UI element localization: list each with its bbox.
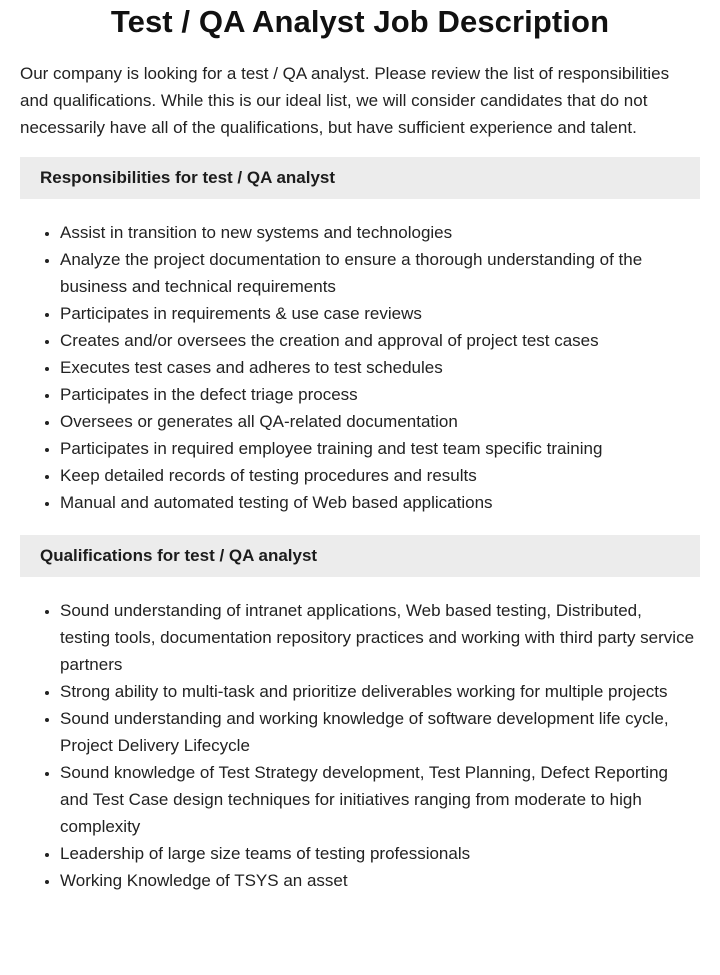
list-item: • Analyze the project documentation to ensure a thorough understanding of the business and technical requirements — [60, 246, 695, 300]
list-item: • Manual and automated testing of Web based applications — [60, 489, 695, 516]
list-item: • Strong ability to multi-task and prioritize deliverables working for multiple projects — [60, 678, 695, 705]
responsibilities-heading-text: Responsibilities for test / QA analyst — [40, 168, 336, 187]
list-item: • Creates and/or oversees the creation and approval of project test cases — [60, 327, 695, 354]
list-item: • Leadership of large size teams of testing professionals — [60, 840, 695, 867]
list-item: • Executes test cases and adheres to test schedules — [60, 354, 695, 381]
page-title: Test / QA Analyst Job Description — [110, 4, 610, 39]
list-item: • Participates in required employee training and test team specific training — [60, 435, 695, 462]
qualifications-list — [20, 597, 695, 894]
qualifications-heading-text: Qualifications for test / QA analyst — [40, 546, 318, 565]
list-item: • Sound understanding of intranet applications, Web based testing, Distributed, testing tools, documentation repository practices and working with third party service partners — [60, 597, 695, 678]
responsibilities-list — [20, 219, 695, 516]
list-item: • Working Knowledge of TSYS an asset — [60, 867, 695, 894]
list-item: • Sound knowledge of Test Strategy development, Test Planning, Defect Reporting and Test Case design techniques for initiatives ranging from moderate to high complexity — [60, 759, 695, 840]
list-item: • Sound understanding and working knowledge of software development life cycle, Project Delivery Lifecycle — [60, 705, 695, 759]
list-item: • Participates in requirements & use case reviews — [60, 300, 695, 327]
qualifications-heading — [20, 535, 700, 577]
list-item: • Oversees or generates all QA-related documentation — [60, 408, 695, 435]
intro-paragraph: Our company is looking for a test / QA analyst. Please review the list of responsibilities and qualifications. While this is our ideal list, we will consider candidates that do not necessarily have all of the qualifications, but have sufficient experience and talent. — [20, 64, 670, 137]
list-item: • Assist in transition to new systems and technologies — [60, 219, 695, 246]
responsibilities-heading — [20, 157, 700, 199]
list-item: • Keep detailed records of testing procedures and results — [60, 462, 695, 489]
list-item: • Participates in the defect triage process — [60, 381, 695, 408]
